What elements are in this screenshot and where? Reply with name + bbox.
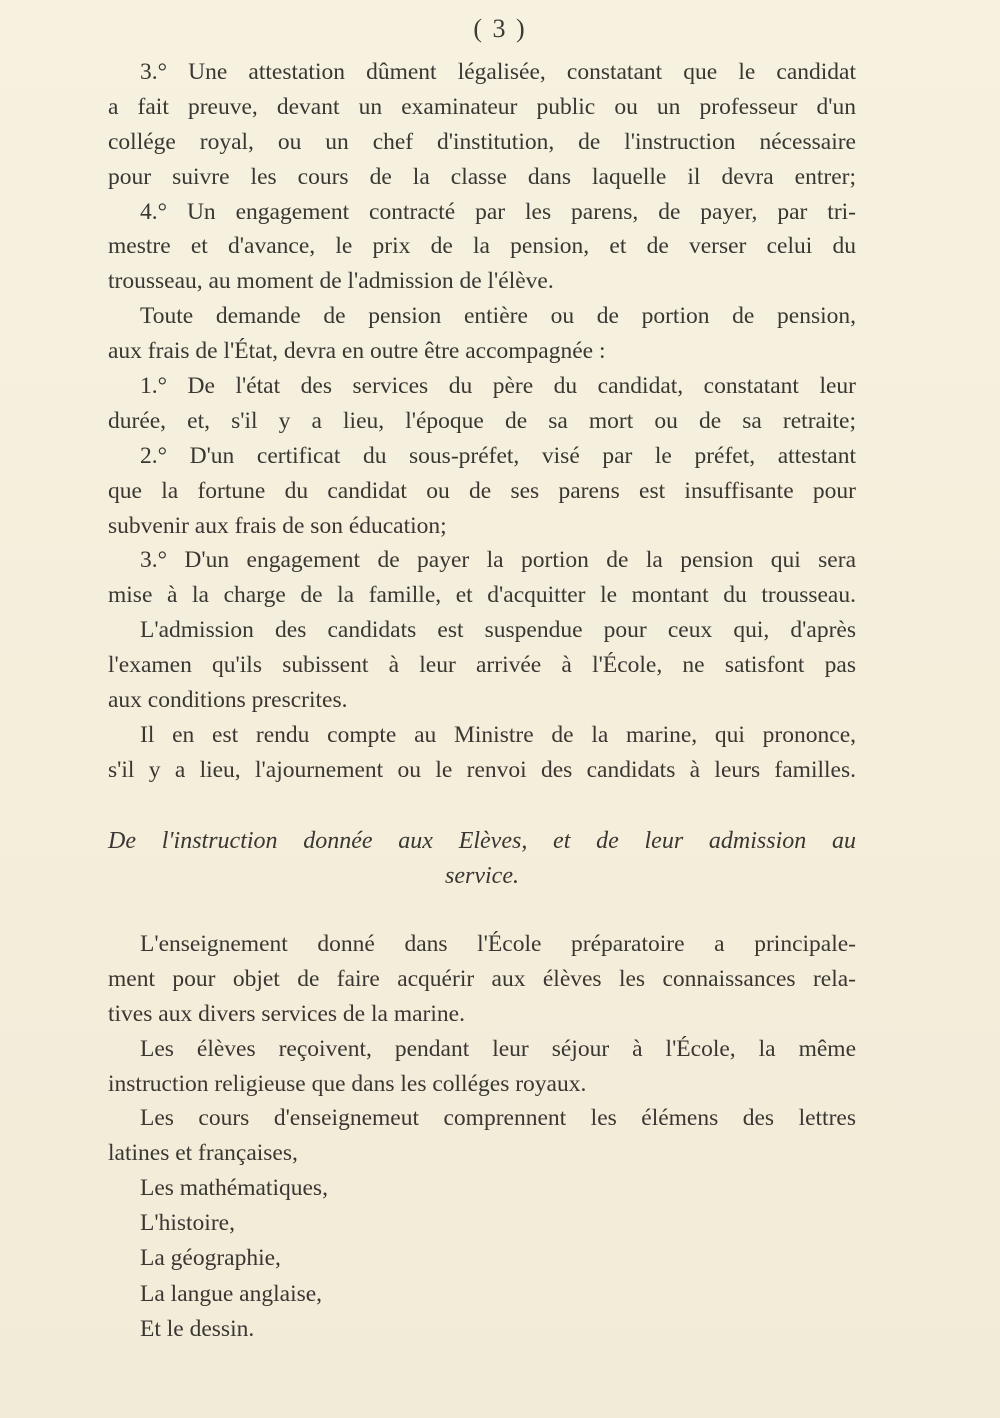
text-line: collége royal, ou un chef d'institution, de l'instruction nécessaire bbox=[108, 128, 856, 155]
text-line: ment pour objet de faire acquérir aux élèves les connaissances rela- bbox=[108, 965, 856, 992]
text-line: 4.° Un engagement contracté par les parens, de payer, par tri- bbox=[140, 198, 856, 225]
subject-list bbox=[140, 1171, 328, 1347]
list-item: L'histoire, bbox=[140, 1210, 235, 1237]
text-line: l'examen qu'ils subissent à leur arrivée à l'École, ne satisfont pas bbox=[108, 652, 856, 679]
text-line: Les élèves reçoivent, pendant leur séjour à l'École, la même bbox=[140, 1035, 856, 1062]
text-line: mise à la charge de la famille, et d'acquitter le montant du trousseau. bbox=[108, 582, 856, 609]
body-text-top bbox=[108, 55, 856, 788]
text-line: que la fortune du candidat ou de ses parens est insuffisante pour bbox=[108, 477, 856, 504]
text-line: aux conditions prescrites. bbox=[108, 687, 348, 714]
list-item: Les mathématiques, bbox=[140, 1175, 328, 1201]
text-line: instruction religieuse que dans les colléges royaux. bbox=[108, 1070, 587, 1097]
text-line: a fait preuve, devant un examinateur public ou un professeur d'un bbox=[108, 93, 856, 120]
text-line: tives aux divers services de la marine. bbox=[108, 1000, 465, 1027]
text-line: mestre et d'avance, le prix de la pension, et de verser celui du bbox=[108, 233, 856, 260]
list-item: La langue anglaise, bbox=[140, 1280, 323, 1307]
text-line: aux frais de l'État, devra en outre être accompagnée : bbox=[108, 338, 606, 365]
text-line: Il en est rendu compte au Ministre de la marine, qui prononce, bbox=[140, 721, 856, 748]
text-line: pour suivre les cours de la classe dans laquelle il devra entrer; bbox=[108, 163, 856, 190]
text-line: Toute demande de pension entière ou de portion de pension, bbox=[140, 303, 856, 330]
text-line: L'enseignement donné dans l'École préparatoire a principale- bbox=[140, 931, 856, 957]
text-line: latines et françaises, bbox=[108, 1140, 298, 1167]
section-heading-line: De l'instruction donnée aux Elèves, et de leur admission au bbox=[108, 828, 856, 854]
text-line: 3.° D'un engagement de payer la portion de la pension qui sera bbox=[140, 547, 856, 574]
list-item: Et le dessin. bbox=[140, 1315, 255, 1342]
text-line: L'admission des candidats est suspendue pour ceux qui, d'après bbox=[140, 617, 856, 644]
text-line: trousseau, au moment de l'admission de l'élève. bbox=[108, 268, 554, 295]
section-heading bbox=[108, 824, 856, 894]
section-heading-line: service. bbox=[445, 863, 519, 889]
page-number: ( 3 ) bbox=[473, 14, 527, 43]
text-line: Les cours d'enseignemeut comprennent les élémens des lettres bbox=[140, 1105, 856, 1132]
text-line: s'il y a lieu, l'ajournement ou le renvoi des candidats à leurs familles. bbox=[108, 756, 856, 783]
text-line: durée, et, s'il y a lieu, l'époque de sa mort ou de sa retraite; bbox=[108, 407, 856, 434]
list-item: La géographie, bbox=[140, 1245, 281, 1272]
text-line: 1.° De l'état des services du père du candidat, constatant leur bbox=[140, 373, 856, 400]
text-line: subvenir aux frais de son éducation; bbox=[108, 512, 447, 539]
body-text-bottom bbox=[108, 927, 856, 1171]
text-line: 2.° D'un certificat du sous-préfet, visé par le préfet, attestant bbox=[140, 442, 856, 469]
text-line: 3.° Une attestation dûment légalisée, constatant que le candidat bbox=[140, 59, 856, 85]
